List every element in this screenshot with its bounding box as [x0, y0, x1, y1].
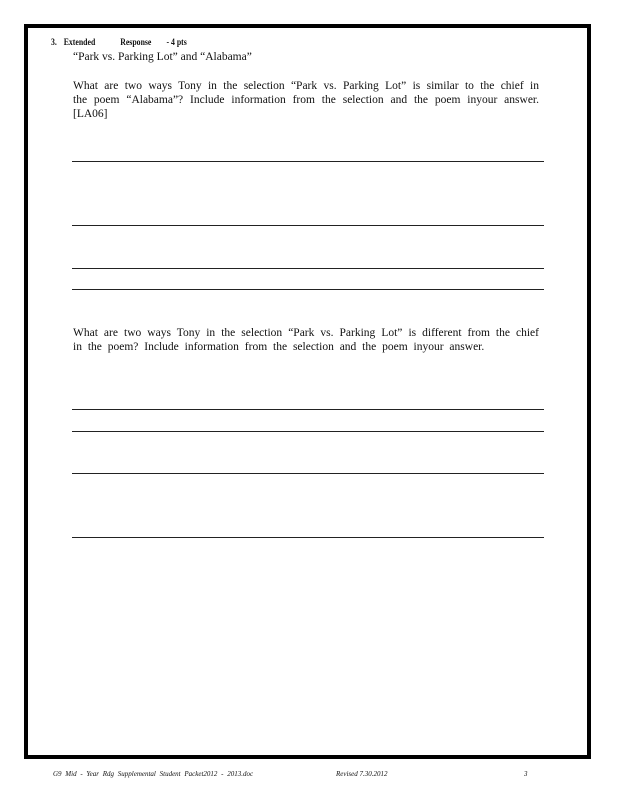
- question-type-label: Extended: [63, 38, 96, 48]
- answer-line-7[interactable]: [72, 473, 544, 474]
- footer-revised-date: Revised 7.30.2012: [336, 770, 388, 778]
- question-points: - 4 pts: [166, 38, 187, 48]
- answer-line-2[interactable]: [72, 225, 544, 226]
- prompt-different: What are two ways Tony in the selection “Park vs. Parking Lot” is different from the chief in the poem? Include information from the selection and the poem inyour answer.: [73, 327, 539, 353]
- question-subtitle: “Park vs. Parking Lot” and “Alabama”: [73, 51, 252, 63]
- answer-line-6[interactable]: [72, 431, 544, 432]
- answer-line-5[interactable]: [72, 409, 544, 410]
- question-number: 3.: [51, 38, 57, 48]
- answer-line-4[interactable]: [72, 289, 544, 290]
- prompt-similar: What are two ways Tony in the selection “Park vs. Parking Lot” is similar to the chief in the poem “Alabama”? Include information from the selection and the poem inyour answer. [LA06]: [73, 80, 539, 120]
- footer-document-name: G9 Mid - Year Rdg Supplemental Student Packet2012 - 2013.doc: [53, 770, 254, 778]
- question-header: [51, 38, 187, 48]
- answer-line-8[interactable]: [72, 537, 544, 538]
- answer-line-1[interactable]: [72, 161, 544, 162]
- question-type-label-2: Response: [120, 38, 152, 48]
- page-border: [24, 24, 591, 759]
- answer-line-3[interactable]: [72, 268, 544, 269]
- footer-page-number: 3: [524, 770, 528, 778]
